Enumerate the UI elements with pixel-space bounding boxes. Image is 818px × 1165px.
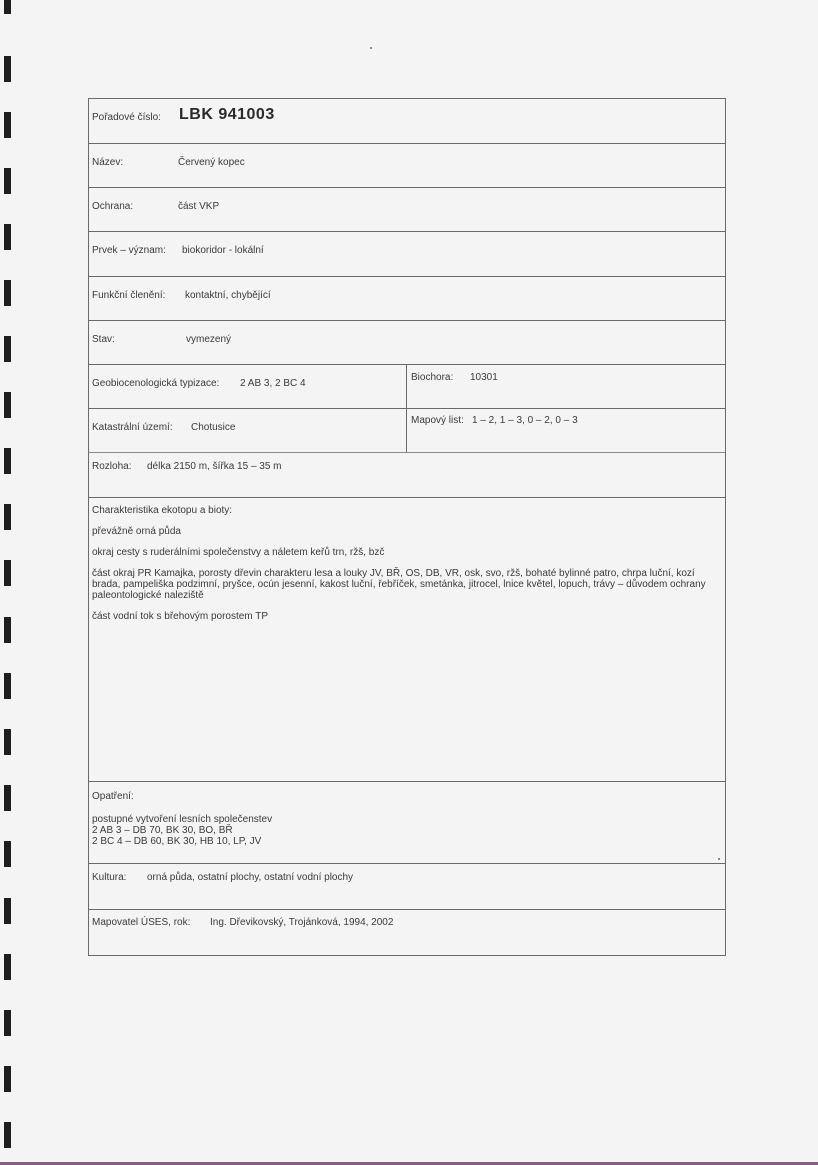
- element-value: biokoridor - lokální: [182, 245, 264, 256]
- characteristics-paragraph: převážně orná půda: [92, 526, 181, 537]
- name-label: Název:: [92, 157, 124, 168]
- measures-section: [89, 782, 725, 864]
- state-row: [89, 321, 725, 365]
- record-number-label: Pořadové číslo:: [92, 112, 161, 123]
- typization-cell: [89, 365, 407, 408]
- record-number-value: LBK 941003: [179, 106, 275, 123]
- measures-line: postupné vytvoření lesních společenstev: [92, 814, 273, 825]
- characteristics-label: Charakteristika ekotopu a bioty:: [92, 505, 233, 516]
- mapper-label: Mapovatel ÚSES, rok:: [92, 917, 191, 928]
- measures-line: 2 BC 4 – DB 60, BK 30, HB 10, LP, JV: [92, 836, 262, 847]
- protection-label: Ochrana:: [92, 201, 134, 212]
- protection-row: [89, 188, 725, 232]
- measures-line: 2 AB 3 – DB 70, BK 30, BO, BŘ: [92, 825, 233, 836]
- characteristics-paragraph: okraj cesty s ruderálními společenstvy a náletem keřů trn, ržš, bzč: [92, 547, 385, 558]
- function-label: Funkční členění:: [92, 290, 166, 301]
- culture-label: Kultura:: [92, 872, 127, 883]
- biochora-value: 10301: [470, 372, 498, 383]
- element-label: Prvek – význam:: [92, 245, 166, 256]
- function-row: [89, 277, 725, 321]
- typization-row: [89, 365, 725, 409]
- scan-speck: [370, 47, 372, 49]
- element-row: [89, 232, 725, 277]
- cadastre-cell: [89, 409, 407, 452]
- area-label: Rozloha:: [92, 461, 132, 472]
- map-value: 1 – 2, 1 – 3, 0 – 2, 0 – 3: [472, 415, 578, 426]
- area-value: délka 2150 m, šířka 15 – 35 m: [147, 461, 282, 472]
- typization-value: 2 AB 3, 2 BC 4: [240, 378, 306, 389]
- biochora-cell: [407, 365, 725, 408]
- mapper-row: [89, 910, 725, 956]
- map-cell: [407, 409, 725, 452]
- culture-value: orná půda, ostatní plochy, ostatní vodní plochy: [147, 872, 354, 883]
- state-value: vymezený: [186, 334, 232, 345]
- characteristics-paragraph: část okraj PR Kamajka, porosty dřevin charakteru lesa a louky JV, BŘ, OS, DB, VR, osk, svo, ržš, bohaté bylinné patro, chrpa luční, kozí brada, pampeliška podzimní, pryšce, ocún jesenní, kakost luční, řebříček, smetánka, jitrocel, lnice květel, lopuch, trávy – důvodem ochrany paleontologické naleziště: [92, 568, 706, 601]
- record-number-row: [89, 99, 725, 144]
- function-value: kontaktní, chybějící: [185, 290, 271, 301]
- state-label: Stav:: [92, 334, 115, 345]
- cadastre-value: Chotusice: [191, 422, 236, 433]
- typization-label: Geobiocenologická typizace:: [92, 378, 220, 389]
- characteristics-section: [89, 498, 725, 782]
- biochora-label: Biochora:: [411, 372, 454, 383]
- measures-label: Opatření:: [92, 791, 134, 802]
- name-row: [89, 144, 725, 188]
- culture-row: [89, 864, 725, 910]
- area-row: [89, 453, 725, 498]
- cadastre-label: Katastrální území:: [92, 422, 173, 433]
- characteristics-paragraph: část vodní tok s břehovým porostem TP: [92, 611, 269, 622]
- mapper-value: Ing. Dřevikovský, Trojánková, 1994, 2002: [210, 917, 394, 928]
- map-label: Mapový list:: [411, 415, 464, 426]
- protection-value: část VKP: [178, 201, 220, 212]
- uses-record-form: [88, 98, 726, 956]
- name-value: Červený kopec: [178, 157, 245, 168]
- cadastre-row: [89, 409, 725, 453]
